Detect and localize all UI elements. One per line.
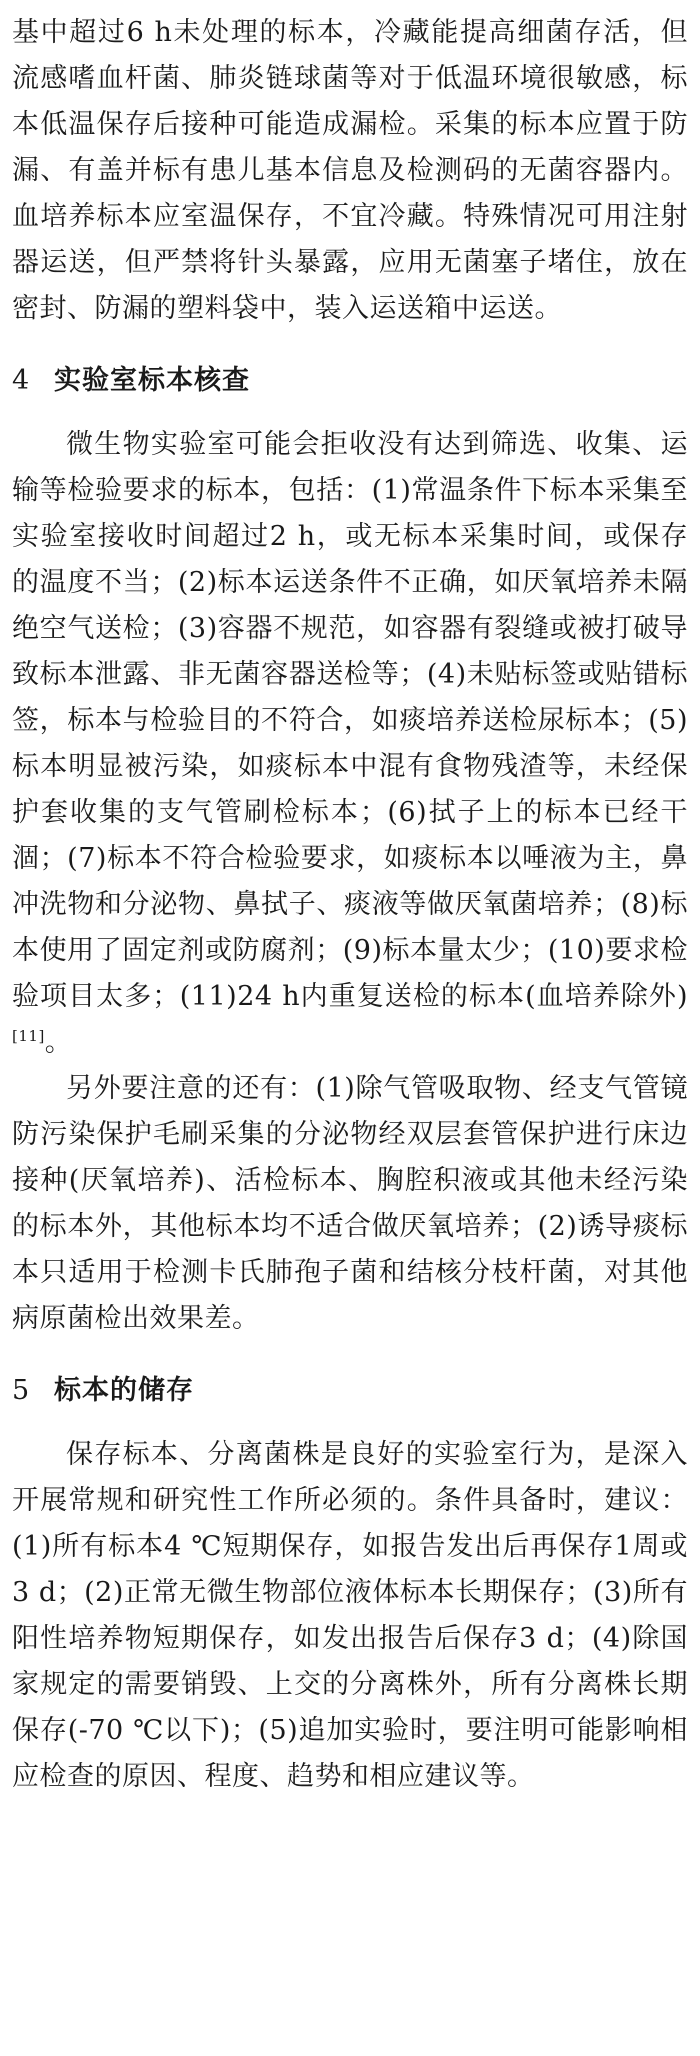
citation-ref: [11] (12, 1027, 45, 1045)
section5-heading (12, 1368, 688, 1414)
section4-paragraph-2: 另外要注意的还有：(1)除气管吸取物、经支气管镜防污染保护毛刷采集的分泌物经双层套管保护进行床边接种(厌氧培养)、活检标本、胸腔积液或其他未经污染的标本外，其他标本均不适合做厌氧培养；(2)诱导痰标本只适用于检测卡氏肺孢子菌和结核分枝杆菌，对其他病原菌检出效果差。 (12, 1073, 688, 1334)
section5-number: 5 (12, 1375, 31, 1406)
section3-tail-paragraph: 基中超过6 h未处理的标本，冷藏能提高细菌存活，但流感嗜血杆菌、肺炎链球菌等对于低温环境很敏感，标本低温保存后接种可能造成漏检。采集的标本应置于防漏、有盖并标有患儿基本信息及检测码的无菌容器内。血培养标本应室温保存，不宜冷藏。特殊情况可用注射器运送，但严禁将针头暴露，应用无菌塞子堵住，放在密封、防漏的塑料袋中，装入运送箱中运送。 (12, 17, 688, 324)
section4-title: 实验室标本核查 (54, 365, 250, 396)
spacer (12, 1342, 688, 1368)
section5-paragraph-1: 保存标本、分离菌株是良好的实验室行为，是深入开展常规和研究性工作所必须的。条件具备时，建议：(1)所有标本4 ℃短期保存，如报告发出后再保存1周或3 d；(2)正常无微生物部位液体标本长期保存；(3)所有阳性培养物短期保存，如发出报告后保存3 d；(4)除国家规定的需要销毁、上交的分离株外，所有分离株长期保存(-70 ℃以下)；(5)追加实验时，要注明可能影响相应检查的原因、程度、趋势和相应建议等。 (12, 1439, 688, 1792)
spacer (12, 404, 688, 422)
section4-number: 4 (12, 365, 31, 396)
spacer (12, 332, 688, 358)
section4-heading (12, 358, 688, 404)
section5-title: 标本的储存 (54, 1375, 194, 1406)
section4-paragraph-1 (12, 422, 688, 1066)
spacer (12, 1414, 688, 1432)
section4-paragraph-1-end: 。 (44, 1027, 73, 1058)
section4-paragraph-1-text: 微生物实验室可能会拒收没有达到筛选、收集、运输等检验要求的标本，包括：(1)常温条件下标本采集至实验室接收时间超过2 h，或无标本采集时间，或保存的温度不当；(2)标本运送条件不正确，如厌氧培养未隔绝空气送检；(3)容器不规范，如容器有裂缝或被打破导致标本泄露、非无菌容器送检等；(4)未贴标签或贴错标签，标本与检验目的不符合，如痰培养送检尿标本；(5)标本明显被污染，如痰标本中混有食物残渣等，未经保护套收集的支气管刷检标本；(6)拭子上的标本已经干涸；(7)标本不符合检验要求，如痰标本以唾液为主，鼻冲洗物和分泌物、鼻拭子、痰液等做厌氧菌培养；(8)标本使用了固定剂或防腐剂；(9)标本量太少；(10)要求检验项目太多；(11)24 h内重复送检的标本(血培养除外) (12, 429, 688, 1012)
